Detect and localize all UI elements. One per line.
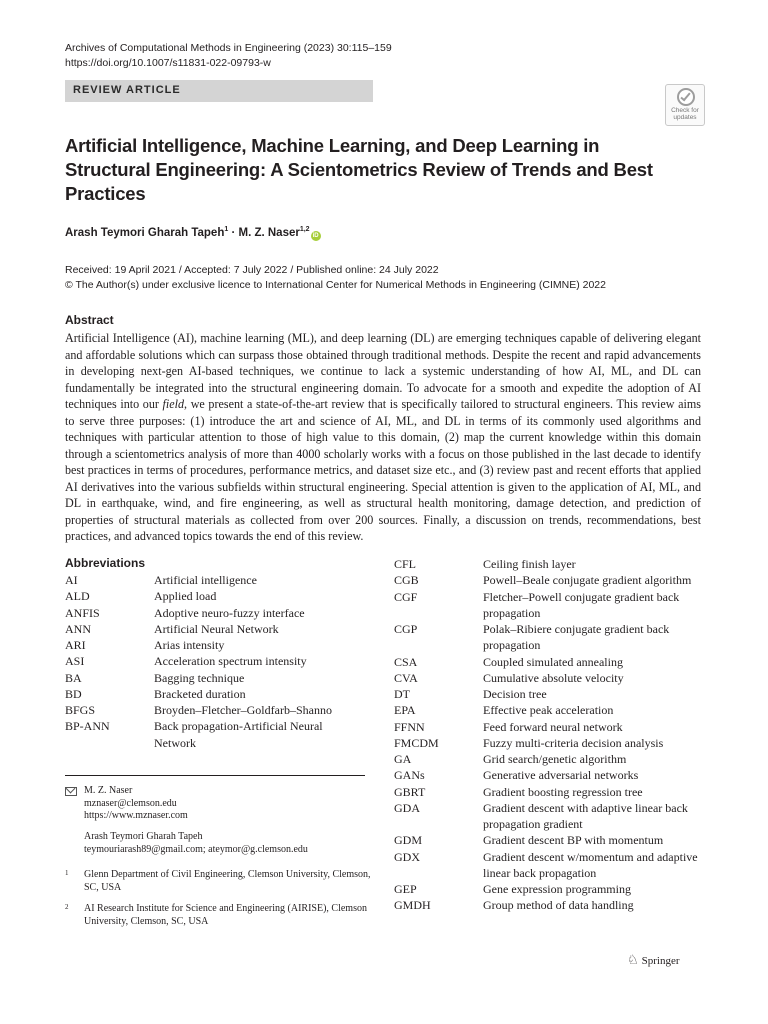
abbreviation-term: CGF — [394, 589, 418, 604]
contact-name: Arash Teymori Gharah Tapeh — [84, 831, 203, 842]
footnote-divider — [65, 775, 365, 776]
journal-citation: Archives of Computational Methods in Engineering (2023) 30:115–159 — [65, 42, 392, 54]
abbreviation-term: FMCDM — [394, 735, 439, 750]
abbreviation-row — [394, 670, 714, 686]
abbreviation-definition: Arias intensity — [154, 638, 225, 652]
article-title: Artificial Intelligence, Machine Learning, and Deep Learning in Structural Engineering: A Scientometrics Review of Trends and Best Practices — [65, 135, 653, 204]
abbreviation-term: ASI — [65, 654, 85, 669]
abbreviation-row — [394, 767, 714, 783]
abbreviation-term: GEP — [394, 882, 417, 896]
abbreviation-row — [65, 637, 365, 653]
abbreviation-term: CFL — [394, 557, 417, 571]
abbreviation-definition: Fletcher–Powell conjugate gradient back propagation — [483, 589, 680, 620]
abbreviation-term: EPA — [394, 703, 416, 718]
author-name: Arash Teymori Gharah Tapeh — [65, 226, 225, 239]
contact-website[interactable]: https://www.mznaser.com — [84, 810, 188, 821]
abbreviation-definition: Back propagation-Artificial Neural Network — [154, 719, 323, 750]
abbreviation-definition: Bagging technique — [154, 670, 245, 685]
abbreviation-definition: Gradient descent with adaptive linear back propagation gradient — [483, 800, 688, 831]
abbreviation-term: FFNN — [394, 719, 425, 734]
publisher-name: Springer — [641, 955, 680, 967]
abbreviation-definition: Feed forward neural network — [483, 719, 623, 734]
abbreviation-definition: Decision tree — [483, 687, 547, 701]
check-updates-label: Check for updates — [671, 107, 699, 121]
affiliation-number: 2 — [65, 903, 69, 911]
abbreviation-definition: Acceleration spectrum intensity — [154, 654, 307, 669]
contact-email[interactable]: mznaser@clemson.edu — [84, 797, 177, 809]
affiliation-number: 1 — [65, 869, 69, 877]
abbreviation-row — [65, 702, 365, 718]
emphasis-field: field — [162, 397, 185, 411]
abbreviation-definition: Gradient descent BP with momentum — [483, 833, 664, 848]
affiliation-1: Glenn Department of Civil Engineering, Clemson University, Clemson, SC, USA — [84, 869, 371, 893]
check-updates-icon — [677, 88, 695, 106]
abbreviation-definition: Fuzzy multi-criteria decision analysis — [483, 735, 664, 750]
abbreviation-definition: Bracketed duration — [154, 686, 246, 701]
envelope-icon — [65, 787, 77, 796]
abbreviation-definition: Polak–Ribiere conjugate gradient back propagation — [483, 622, 670, 653]
abbreviation-term: BA — [65, 670, 82, 685]
abbreviation-row — [394, 556, 714, 572]
abbreviation-row — [65, 572, 365, 588]
abbreviation-term: GDM — [394, 833, 423, 848]
abbreviation-row — [65, 621, 365, 637]
abbreviation-row — [394, 849, 714, 882]
affiliation-2: AI Research Institute for Science and Engineering (AIRISE), Clemson University, Clemson, SC, USA — [84, 903, 367, 927]
abbreviation-row — [394, 654, 714, 670]
publisher-logo — [627, 952, 680, 968]
abbreviation-row — [65, 605, 365, 621]
abbreviation-row — [394, 572, 714, 588]
abbreviation-term: GANs — [394, 768, 425, 783]
abbreviation-row — [394, 735, 714, 751]
publication-info — [65, 263, 606, 293]
contact-email[interactable]: teymouriarash89@gmail.com; ateymor@g.clemson.edu — [84, 843, 308, 855]
abbreviation-row — [394, 832, 714, 848]
abbreviation-definition: Grid search/genetic algorithm — [483, 752, 627, 766]
abbreviation-definition: Artificial Neural Network — [154, 621, 279, 636]
abbreviation-term: AI — [65, 573, 78, 587]
abbreviation-row — [394, 719, 714, 735]
author-line — [65, 226, 321, 241]
abbreviation-term: GDX — [394, 849, 420, 864]
abbreviation-term: ANN — [65, 621, 91, 636]
abbreviation-row — [65, 718, 365, 751]
abstract-paragraph: Artificial Intelligence (AI), machine learning (ML), and deep learning (DL) are emerging techniques capable of delivering elegant and affordable solutions which can surpass those obtained through traditional methods. Despite the recent and rapid advancements in developing next-gen AI-based techniques, we continue to lack a systemic understanding of how AI, ML, and DL can fundamentally be integrated into the structural engineering domain. To advocate for a smooth and expedite the adoption of AI techniques into our field, we present a state-of-the-art review that is specifically tailored to structural engineers. This review aims to serve three purposes: (1) introduce the art and science of AI, ML, and DL in terms of its commonly used algorithms and techniques with particular attention to those of high value to this domain, (2) map the current knowledge within this domain through a scientometrics analysis of more than 4000 scholarly works with a focus on those published in the last decade to identify best practices in terms of procedures, performance metrics, and dataset size etc., and (3) review past and recent efforts that applied AI derivatives into the various subfields within structural engineering. Special attention is given to the application of AI, ML, and DL in earthquake, wind, and fire engineering, as well as structural health monitoring, damage detection, and prediction of properties of structural materials as collected from over 200 sources. Finally, a discussion on trends, recommendations, best practices, and advanced topics towards the end of this review. — [65, 331, 701, 543]
abbreviation-term: ANFIS — [65, 605, 100, 620]
abbreviation-term: GDA — [394, 800, 420, 815]
abbreviations-left-column — [65, 572, 365, 751]
abbreviation-term: CSA — [394, 654, 418, 669]
abbreviation-definition: Gradient boosting regression tree — [483, 784, 643, 799]
abbreviations-heading: Abbreviations — [65, 556, 146, 570]
doi-link[interactable]: https://doi.org/10.1007/s11831-022-09793-w — [65, 57, 271, 69]
co-author-contact — [84, 831, 374, 856]
abbreviation-row — [65, 670, 365, 686]
abbreviation-definition: Ceiling finish layer — [483, 557, 576, 571]
abbreviation-row — [394, 751, 714, 767]
abbreviation-term: GBRT — [394, 784, 426, 799]
abbreviation-definition: Powell–Beale conjugate gradient algorithm — [483, 573, 692, 588]
abstract-body — [65, 330, 701, 545]
abbreviation-term: CGP — [394, 622, 418, 636]
copyright-line: © The Author(s) under exclusive licence to International Center for Numerical Methods in Engineering (CIMNE) 2022 — [65, 279, 606, 291]
abbreviation-term: BFGS — [65, 703, 96, 717]
abbreviation-term: CVA — [394, 670, 418, 685]
abbreviation-term: GA — [394, 752, 412, 766]
abbreviation-row — [394, 897, 714, 913]
abbreviation-definition: Cumulative absolute velocity — [483, 670, 624, 685]
abbreviation-row — [394, 686, 714, 702]
abbreviation-term: CGB — [394, 573, 419, 588]
abbreviation-definition: Gradient descent w/momentum and adaptive linear back propagation — [483, 849, 698, 880]
corresponding-author — [84, 785, 374, 823]
author-separator: · — [228, 226, 239, 239]
abbreviation-row — [394, 784, 714, 800]
abbreviation-definition: Broyden–Fletcher–Goldfarb–Shanno — [154, 703, 332, 717]
abbreviation-row — [394, 702, 714, 718]
abbreviation-row — [394, 621, 714, 654]
abstract-heading: Abstract — [65, 313, 114, 327]
springer-horse-icon: ♘ — [627, 952, 639, 967]
author-affiliation-marker: 1 — [224, 226, 229, 233]
abbreviation-definition: Coupled simulated annealing — [483, 654, 623, 669]
abbreviation-row — [394, 881, 714, 897]
abbreviation-definition: Group method of data handling — [483, 898, 634, 913]
abbreviation-row — [394, 800, 714, 833]
abbreviation-row — [65, 588, 365, 604]
publication-dates: Received: 19 April 2021 / Accepted: 7 July 2022 / Published online: 24 July 2022 — [65, 264, 439, 276]
abbreviation-definition: Effective peak acceleration — [483, 703, 614, 718]
check-for-updates-badge[interactable] — [665, 84, 705, 126]
abbreviation-definition: Applied load — [154, 589, 217, 604]
abbreviation-definition: Artificial intelligence — [154, 573, 257, 587]
abbreviation-definition: Adoptive neuro-fuzzy interface — [154, 605, 305, 620]
abbreviation-term: BP-ANN — [65, 719, 110, 734]
article-type-band — [65, 80, 373, 102]
abbreviation-definition: Gene expression programming — [483, 882, 631, 896]
journal-header — [65, 41, 392, 71]
abbreviation-row — [65, 686, 365, 702]
contact-name: M. Z. Naser — [84, 785, 133, 796]
author-name: M. Z. Naser — [238, 226, 300, 239]
abbreviations-right-column — [394, 556, 714, 914]
abbreviation-term: DT — [394, 687, 410, 701]
abbreviation-term: ARI — [65, 638, 86, 652]
orcid-icon[interactable]: iD — [312, 232, 319, 239]
article-type-label: REVIEW ARTICLE — [73, 84, 181, 96]
abbreviation-row — [394, 589, 714, 622]
abbreviation-term: GMDH — [394, 898, 431, 913]
abbreviation-row — [65, 653, 365, 669]
abbreviation-definition: Generative adversarial networks — [483, 768, 639, 783]
abbreviation-term: BD — [65, 686, 82, 701]
abbreviation-term: ALD — [65, 589, 90, 604]
author-affiliation-marker: 1,2 — [299, 226, 310, 233]
